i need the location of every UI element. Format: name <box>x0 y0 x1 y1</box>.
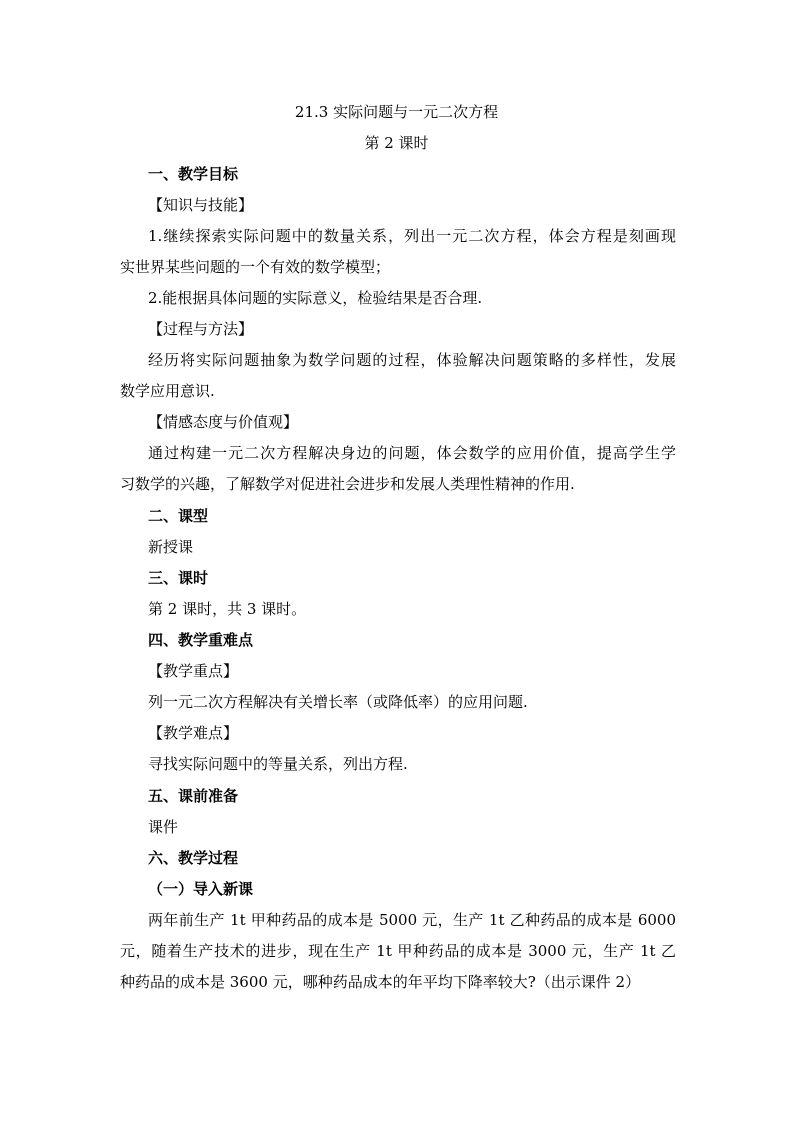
paragraph-line: 习数学的兴趣，了解数学对促进社会进步和发展人类理性精神的作用. <box>120 475 575 493</box>
subheading-key-point: 【教学重点】 <box>148 662 239 680</box>
paragraph-line: 2.能根据具体问题的实际意义，检验结果是否合理. <box>148 289 483 307</box>
section-heading-preparation: 五、课前准备 <box>148 787 239 805</box>
paragraph-line: 两年前生产 1t 甲种药品的成本是 5000 元，生产 1t 乙种药品的成本是 6000 <box>148 911 676 929</box>
paragraph-line: 种药品的成本是 3600 元，哪种药品成本的年平均下降率较大?（出示课件 2） <box>120 973 641 991</box>
subheading-difficulty: 【教学难点】 <box>148 724 239 742</box>
paragraph-line: 元，随着生产技术的进步，现在生产 1t 甲种药品的成本是 3000 元，生产 1t 乙 <box>120 942 676 960</box>
section-heading-process: 六、教学过程 <box>148 849 239 867</box>
paragraph-line: 1.继续探索实际问题中的数量关系，列出一元二次方程，体会方程是刻画现 <box>148 227 676 245</box>
doc-title: 21.3 实际问题与一元二次方程 <box>294 103 499 121</box>
paragraph-line: 经历将实际问题抽象为数学问题的过程，体验解决问题策略的多样性，发展 <box>148 351 676 369</box>
paragraph-line: 寻找实际问题中的等量关系，列出方程. <box>148 755 408 773</box>
paragraph-line: 实世界某些问题的一个有效的数学模型； <box>120 258 391 276</box>
paragraph-line: 新授课 <box>148 538 194 556</box>
paragraph-line: 第 2 课时，共 3 课时。 <box>148 600 307 618</box>
section-heading-lesson-type: 二、课型 <box>148 507 209 525</box>
paragraph-line: 数学应用意识. <box>120 382 215 400</box>
doc-subtitle: 第 2 课时 <box>364 134 429 152</box>
subsection-heading-intro: （一）导入新课 <box>148 880 254 898</box>
paragraph-line: 课件 <box>148 818 179 836</box>
subheading-process-methods: 【过程与方法】 <box>148 320 254 338</box>
subheading-knowledge-skills: 【知识与技能】 <box>148 196 254 214</box>
section-heading-periods: 三、课时 <box>148 569 209 587</box>
section-heading-objectives: 一、教学目标 <box>148 165 239 183</box>
paragraph-line: 列一元二次方程解决有关增长率（或降低率）的应用问题. <box>148 693 528 711</box>
subheading-attitudes-values: 【情感态度与价值观】 <box>148 413 299 431</box>
section-heading-key-points: 四、教学重难点 <box>148 631 254 649</box>
paragraph-line: 通过构建一元二次方程解决身边的问题，体会数学的应用价值，提高学生学 <box>148 444 676 462</box>
